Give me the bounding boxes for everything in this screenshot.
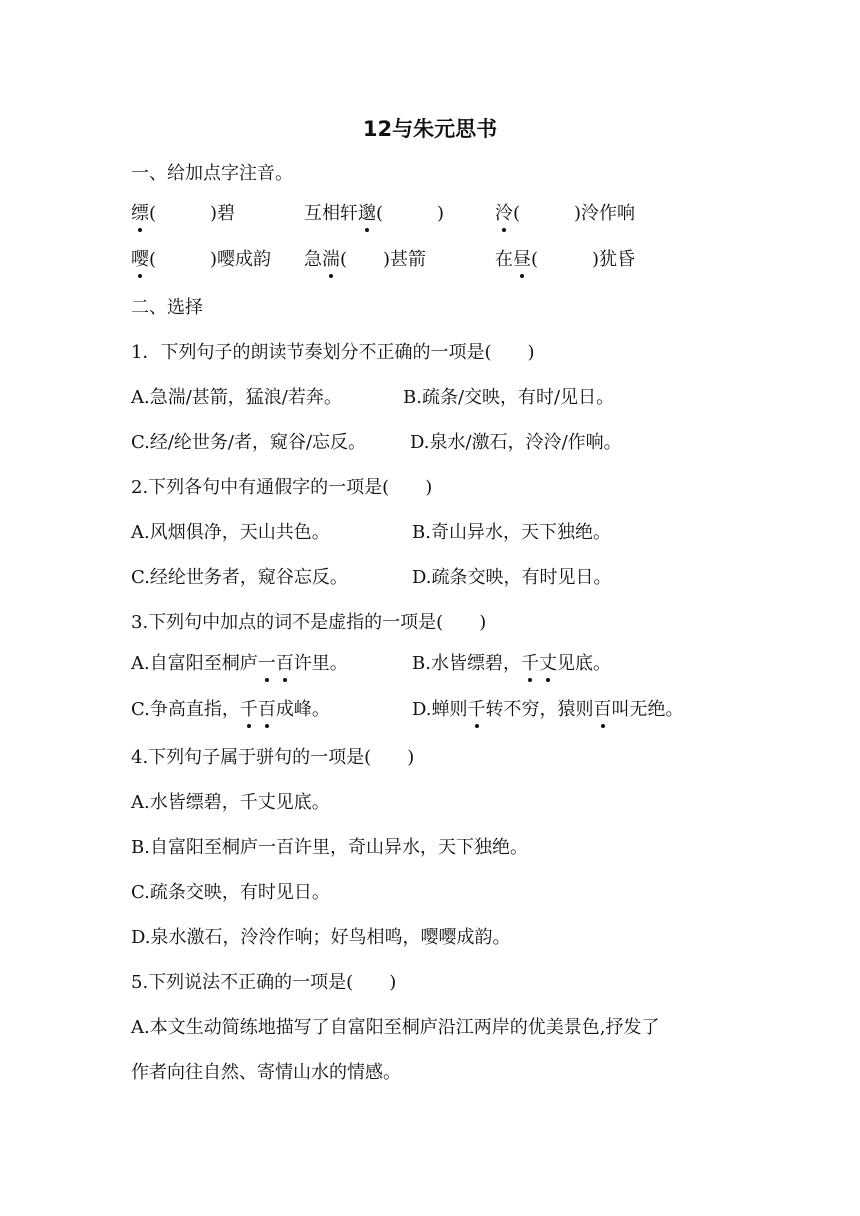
q5-option-a-line1: A.本文生动简练地描写了自富阳至桐庐沿江两岸的优美景色,抒发了 [131, 1017, 660, 1038]
q3-option-b: B.水皆缥碧，千丈见底。 [412, 653, 611, 674]
q3-option-a: A.自富阳至桐庐一百许里。 [131, 653, 348, 674]
dotted-char: 嘤 [131, 249, 149, 270]
dotted-char: 百 [593, 699, 612, 720]
q1-option-a: A.急湍/甚箭，猛浪/若奔。 [131, 387, 342, 408]
question-1-stem: 1．下列句子的朗读节奏划分不正确的一项是( ) [131, 342, 535, 363]
dotted-char: 邈 [358, 203, 376, 224]
dotted-char: 千 [520, 653, 539, 674]
dotted-char: 缥 [131, 203, 149, 224]
dotted-char: 百 [275, 653, 294, 674]
pinyin-item-1: 缥( )碧 [131, 203, 236, 224]
q3-option-d: D.蝉则千转不穷，猿则百叫无绝。 [412, 699, 684, 720]
q2-option-c: C.经纶世务者，窥谷忘反。 [131, 567, 348, 588]
q5-option-a-line2: 作者向往自然、寄情山水的情感。 [131, 1062, 401, 1083]
q1-option-d: D.泉水/激石，泠泠/作响。 [410, 432, 622, 453]
dotted-char: 泠 [495, 203, 513, 224]
q1-option-b: B.疏条/交映，有时/见日。 [403, 387, 615, 408]
dotted-char: 一 [257, 653, 276, 674]
dotted-char: 湍 [322, 249, 340, 270]
q2-option-d: D.疏条交映，有时见日。 [412, 567, 612, 588]
section2-heading: 二、选择 [131, 297, 203, 318]
dotted-char: 千 [467, 699, 486, 720]
q2-option-b: B.奇山异水，天下独绝。 [412, 522, 611, 543]
dotted-char: 百 [257, 699, 276, 720]
q4-option-b: B.自富阳至桐庐一百许里，奇山异水，天下独绝。 [131, 837, 528, 858]
dotted-char: 昼 [513, 249, 531, 270]
q4-option-c: C.疏条交映，有时见日。 [131, 882, 330, 903]
q4-option-d: D.泉水激石，泠泠作响；好鸟相鸣，嘤嘤成韵。 [131, 927, 511, 948]
question-5-stem: 5.下列说法不正确的一项是( ) [131, 972, 397, 993]
pinyin-item-3: 泠( )泠作响 [495, 203, 636, 224]
pinyin-item-5: 急湍( )甚箭 [304, 249, 427, 270]
question-3-stem: 3.下列句中加点的词不是虚指的一项是( ) [131, 612, 487, 633]
q3-option-c: C.争高直指，千百成峰。 [131, 699, 330, 720]
question-4-stem: 4.下列句子属于骈句的一项是( ) [131, 747, 415, 768]
pinyin-item-4: 嘤( )嘤成韵 [131, 249, 272, 270]
dotted-char: 千 [239, 699, 258, 720]
dotted-char: 丈 [538, 653, 557, 674]
q1-option-c: C.经/纶世务/者，窥谷/忘反。 [131, 432, 367, 453]
question-2-stem: 2.下列各句中有通假字的一项是( ) [131, 477, 433, 498]
pinyin-item-2: 互相轩邈( ) [304, 203, 445, 224]
section1-heading: 一、给加点字注音。 [131, 163, 293, 184]
q2-option-a: A.风烟俱净，天山共色。 [131, 522, 330, 543]
pinyin-item-6: 在昼( )犹昏 [495, 249, 636, 270]
q4-option-a: A.水皆缥碧，千丈见底。 [131, 792, 330, 813]
page-title: 12与朱元思书 [362, 117, 498, 141]
